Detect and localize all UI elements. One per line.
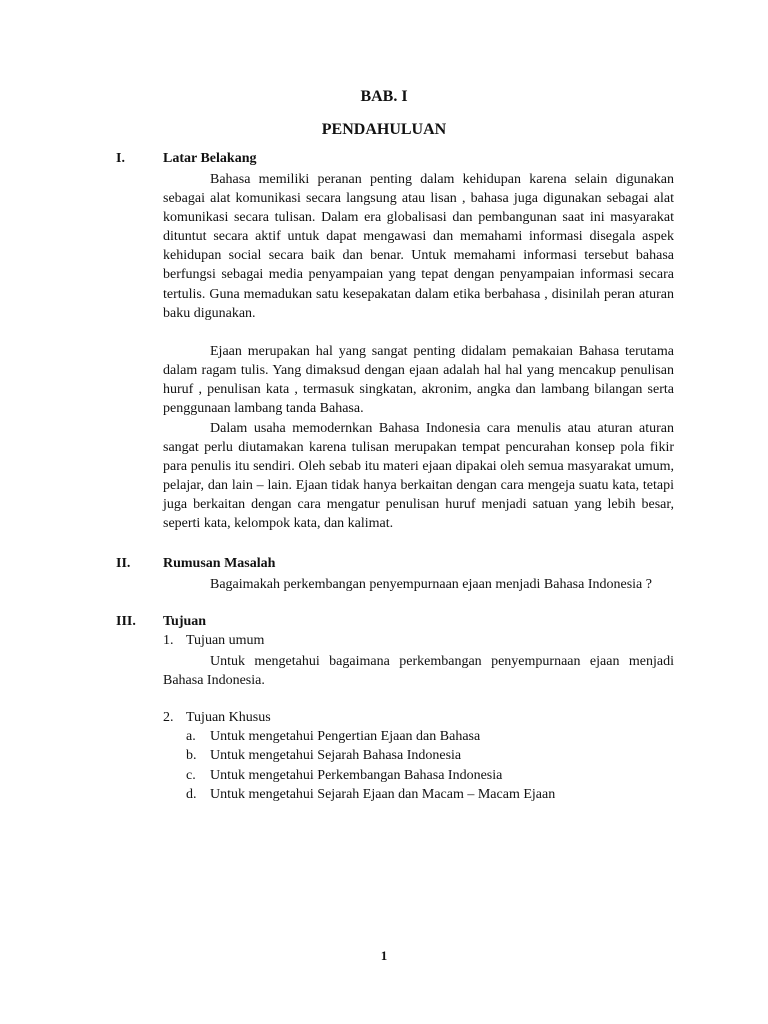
list-number-1: 1. <box>163 633 174 648</box>
paragraph-tujuan-umum: Untuk mengetahui bagaimana perkembangan penyempurnaan ejaan menjadi Bahasa Indonesia. <box>163 654 674 689</box>
page-number: 1 <box>380 948 388 963</box>
list-number-2: 2. <box>163 710 174 725</box>
sublist-letter-a: a. <box>186 729 196 744</box>
sublist-letter-c: c. <box>186 768 196 783</box>
section-title-rumusan-masalah: Rumusan Masalah <box>163 556 276 571</box>
chapter-heading: PENDAHULUAN <box>321 121 447 138</box>
section-title-tujuan: Tujuan <box>163 614 207 629</box>
sublist-item-a: Untuk mengetahui Pengertian Ejaan dan Bahasa <box>210 729 481 744</box>
sublist-letter-b: b. <box>186 748 197 763</box>
paragraph-latar-belakang-3: Dalam usaha memodernkan Bahasa Indonesia cara menulis atau aturan aturan sangat perlu diutamakan karena tulisan merupakan tempat pencurahan konsep pola fikir para penulis itu sendiri. Oleh sebab itu materi ejaan dipakai oleh semua masyarakat umum, pelajar, dan lain – lain. Ejaan tidak hanya berkaitan dengan cara mengeja suatu kata, tetapi juga berkaitan dengan cara mengatur penulisan huruf menjadi satuan yang lebih besar, seperti kata, kelompok kata, dan kalimat. <box>163 421 674 532</box>
chapter-title: BAB. I <box>360 88 408 105</box>
sublist-item-d: Untuk mengetahui Sejarah Ejaan dan Macam – Macam Ejaan <box>210 787 556 802</box>
sublist-item-b: Untuk mengetahui Sejarah Bahasa Indonesia <box>210 748 462 763</box>
section-number-2: II. <box>116 556 131 571</box>
sublist-item-c: Untuk mengetahui Perkembangan Bahasa Indonesia <box>210 768 503 783</box>
paragraph-rumusan-masalah: Bagaimakah perkembangan penyempurnaan ejaan menjadi Bahasa Indonesia ? <box>210 577 652 592</box>
list-label-tujuan-umum: Tujuan umum <box>186 633 265 648</box>
section-number-1: I. <box>116 151 125 166</box>
section-number-3: III. <box>116 614 136 629</box>
sublist-letter-d: d. <box>186 787 197 802</box>
paragraph-latar-belakang-1: Bahasa memiliki peranan penting dalam kehidupan karena selain digunakan sebagai alat komunikasi secara langsung atau lisan , bahasa juga digunakan sebagai alat komunikasi secara tulisan. Dalam era globalisasi dan pembangunan saat ini masyarakat dituntut secara aktif untuk dapat mengawasi dan memahami informasi disegala aspek kehidupan social secara baik dan benar. Untuk memahami informasi tersebut bahasa berfungsi sebagai media penyampaian yang tepat dengan penyampaian informasi secara tertulis. Guna memadukan satu kesepakatan dalam etika berbahasa , disinilah peran aturan baku digunakan. <box>163 172 674 321</box>
list-label-tujuan-khusus: Tujuan Khusus <box>186 710 271 725</box>
paragraph-latar-belakang-2: Ejaan merupakan hal yang sangat penting didalam pemakaian Bahasa terutama dalam ragam tulis. Yang dimaksud dengan ejaan adalah hal hal yang mencakup penulisan huruf , penulisan kata , termasuk singkatan, akronim, angka dan lambang bilangan serta penggunaan lambang tanda Bahasa. <box>163 344 674 417</box>
section-title-latar-belakang: Latar Belakang <box>163 151 257 166</box>
